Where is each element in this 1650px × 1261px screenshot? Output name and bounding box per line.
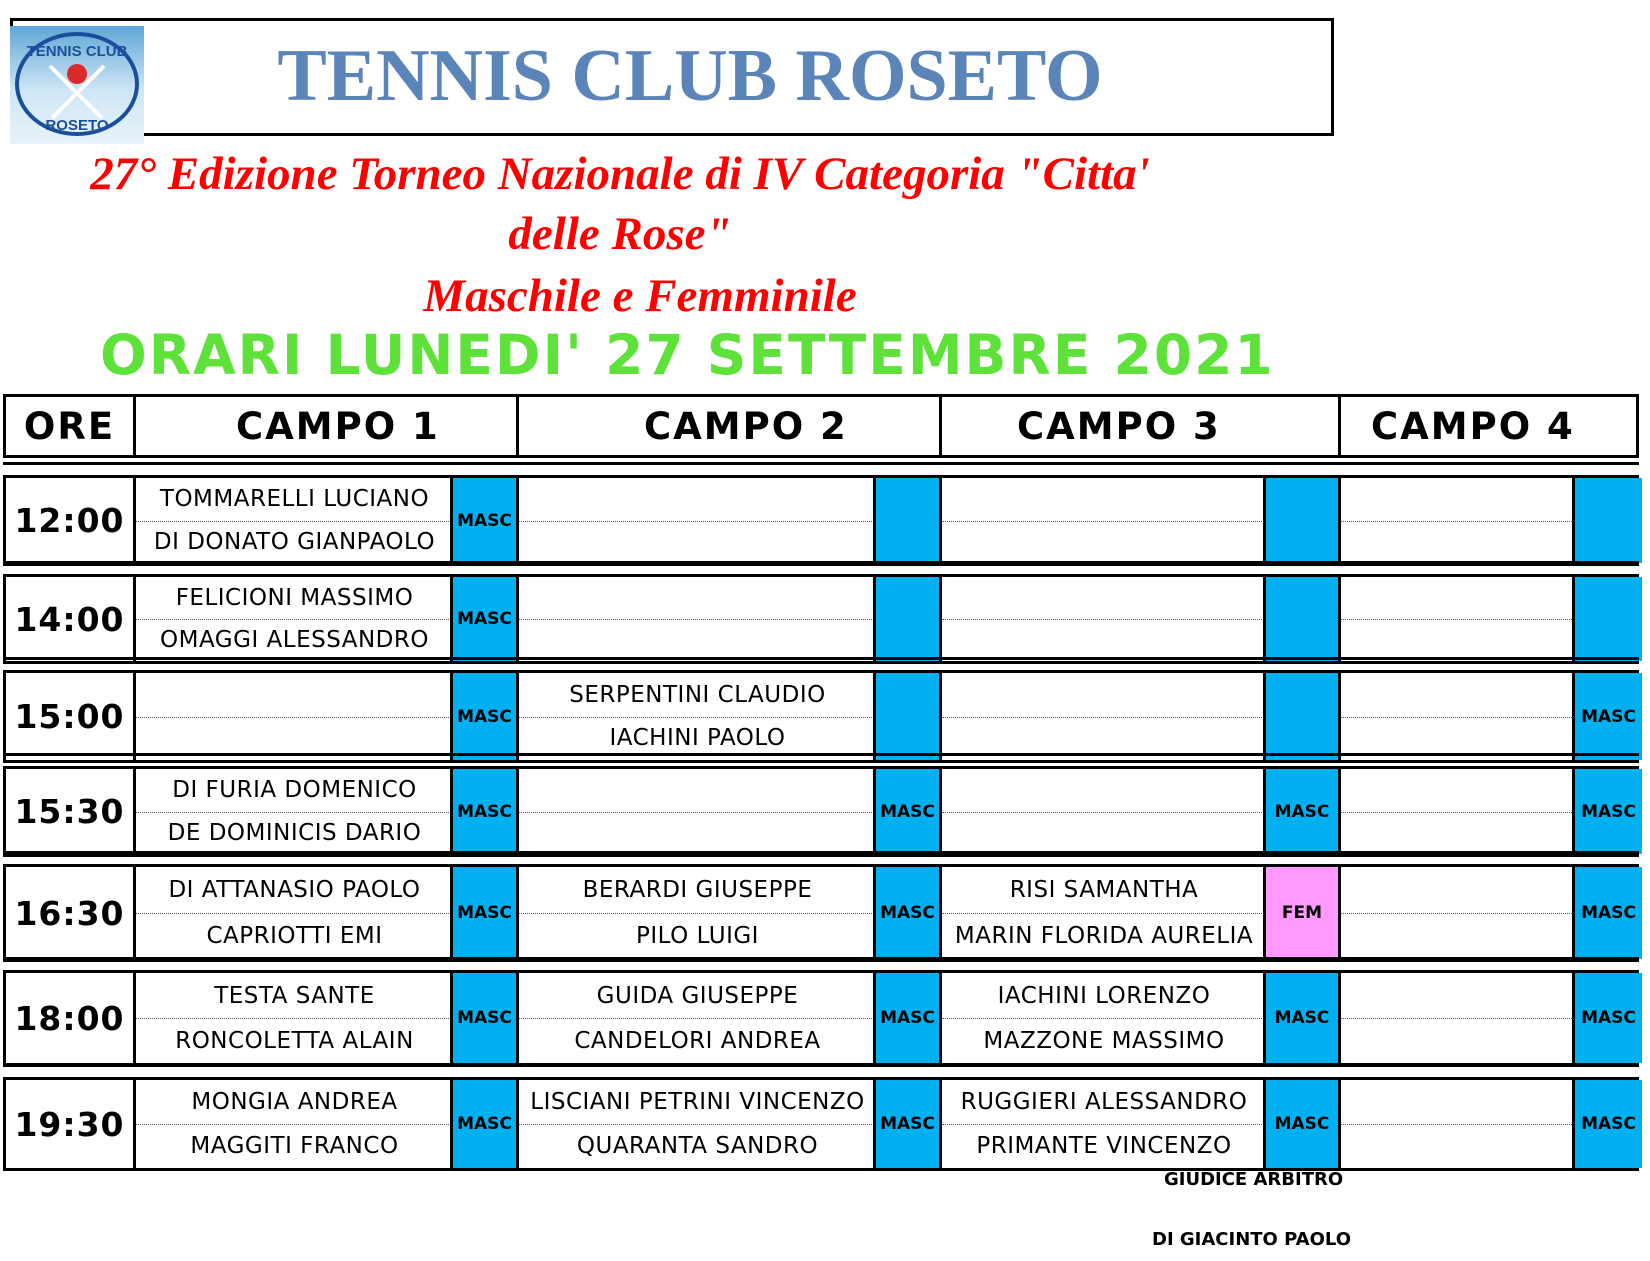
row-separator (3, 851, 1639, 854)
category-badge (1263, 478, 1338, 563)
court-4-match (1338, 769, 1582, 854)
category-badge: MASC (450, 973, 516, 1063)
category-badge: MASC (873, 867, 939, 959)
time-cell: 16:30 (14, 893, 125, 933)
player-1 (1341, 1080, 1582, 1125)
player-1 (1341, 973, 1582, 1019)
player-2: DI DONATO GIANPAOLO (153, 528, 436, 555)
schedule-row (3, 970, 1639, 1066)
court-2-match (516, 577, 876, 661)
court-2-match (516, 478, 876, 563)
court-3-match (939, 867, 1266, 959)
player-2: PRIMANTE VINCENZO (976, 1133, 1232, 1159)
club-logo (10, 26, 144, 144)
player-1: TOMMARELLI LUCIANO (136, 478, 453, 522)
court-1-match (133, 867, 453, 959)
player-1: MONGIA ANDREA (136, 1080, 453, 1125)
player-1 (942, 673, 1266, 718)
player-2: MAGGITI FRANCO (190, 1133, 399, 1159)
player-1: LISCIANI PETRINI VINCENZO (519, 1080, 876, 1125)
category-badge: MASC (1572, 867, 1642, 959)
column-header-row (3, 394, 1639, 458)
player-1: RISI SAMANTHA (942, 867, 1266, 914)
category-badge (1572, 478, 1642, 563)
player-1: RUGGIERI ALESSANDRO (942, 1080, 1266, 1125)
row-separator (3, 462, 1639, 465)
court-3-match (939, 973, 1266, 1063)
category-badge: MASC (873, 769, 939, 854)
schedule-row (3, 475, 1639, 566)
category-badge: MASC (1263, 1080, 1338, 1168)
schedule-date: ORARI LUNEDI' 27 SETTEMBRE 2021 (100, 323, 1275, 387)
row-separator (3, 657, 1639, 660)
player-2 (942, 619, 1266, 661)
category-badge (1263, 577, 1338, 661)
header-campo-1: CAMPO 1 (133, 397, 516, 455)
header-campo-3: CAMPO 3 (939, 397, 1338, 455)
player-1: DI ATTANASIO PAOLO (136, 867, 453, 914)
player-2: DE DOMINICIS DARIO (167, 819, 422, 846)
edition-line-1: 27° Edizione Torneo Nazionale di IV Categoria "Citta' (90, 148, 1150, 200)
category-badge (873, 478, 939, 563)
header-campo-4: CAMPO 4 (1338, 397, 1636, 455)
club-title: TENNIS CLUB ROSETO (277, 35, 1103, 117)
court-4-match (1338, 577, 1582, 661)
player-2 (519, 812, 876, 855)
schedule-row (3, 670, 1639, 763)
player-1 (519, 577, 876, 620)
court-2-match (516, 1080, 876, 1168)
player-1 (1341, 867, 1582, 914)
court-4-match (1338, 1080, 1582, 1168)
player-2: CANDELORI ANDREA (574, 1027, 821, 1054)
court-3-match (939, 673, 1266, 760)
category-badge: FEM (1263, 867, 1338, 959)
player-1 (942, 478, 1266, 522)
court-4-match (1338, 673, 1582, 760)
court-1-match (133, 1080, 453, 1168)
player-1 (519, 769, 876, 813)
category-badge: MASC (1263, 769, 1338, 854)
row-separator (3, 1064, 1639, 1067)
player-2: RONCOLETTA ALAIN (175, 1027, 414, 1054)
player-2: PILO LUIGI (636, 923, 759, 949)
player-1 (1341, 673, 1582, 718)
category-badge: MASC (1263, 973, 1338, 1063)
court-1-match (133, 973, 453, 1063)
schedule-row (3, 574, 1639, 664)
player-2 (519, 619, 876, 661)
player-1 (942, 769, 1266, 813)
schedule-row (3, 864, 1639, 962)
player-1 (519, 478, 876, 522)
court-4-match (1338, 973, 1582, 1063)
time-cell: 14:00 (14, 599, 125, 639)
player-2 (1341, 1124, 1582, 1168)
court-2-match (516, 867, 876, 959)
referee-name: DI GIACINTO PAOLO (1152, 1229, 1352, 1250)
header-ore: ORE (23, 404, 116, 448)
row-separator (3, 753, 1639, 756)
header-campo-2: CAMPO 2 (516, 397, 939, 455)
category-badge (873, 673, 939, 760)
category-badge: MASC (450, 867, 516, 959)
player-2: IACHINI PAOLO (609, 725, 786, 752)
edition-line-2: delle Rose" (508, 208, 732, 260)
court-2-match (516, 769, 876, 854)
player-1: IACHINI LORENZO (942, 973, 1266, 1019)
court-3-match (939, 577, 1266, 661)
category-badge: MASC (450, 673, 516, 760)
category-badge: MASC (1572, 973, 1642, 1063)
court-3-match (939, 769, 1266, 854)
category-badge: MASC (450, 769, 516, 854)
player-1: DI FURIA DOMENICO (136, 769, 453, 813)
schedule-row (3, 1077, 1639, 1171)
time-cell: 15:30 (14, 792, 125, 831)
player-2 (1341, 812, 1582, 855)
court-4-match (1338, 867, 1582, 959)
category-badge: MASC (1572, 1080, 1642, 1168)
player-2: QUARANTA SANDRO (576, 1133, 819, 1159)
category-badge: MASC (1572, 769, 1642, 854)
player-2 (519, 521, 876, 564)
logo-bottom-text: ROSETO (45, 117, 109, 134)
category-badge: MASC (450, 1080, 516, 1168)
category-badge: MASC (1572, 673, 1642, 760)
schedule-row (3, 766, 1639, 857)
player-2 (942, 521, 1266, 564)
time-cell: 18:00 (14, 998, 125, 1038)
player-1 (136, 673, 453, 718)
player-2: MAZZONE MASSIMO (983, 1027, 1225, 1054)
player-2: CAPRIOTTI EMI (206, 923, 383, 949)
player-2 (1341, 619, 1582, 661)
player-2 (1341, 913, 1582, 959)
category-badge: MASC (450, 577, 516, 661)
player-2 (1341, 521, 1582, 564)
player-1: GUIDA GIUSEPPE (519, 973, 876, 1019)
time-cell: 12:00 (14, 501, 125, 540)
logo-top-text: TENNIS CLUB (26, 43, 128, 60)
category-badge (873, 577, 939, 661)
category-badge (1572, 577, 1642, 661)
player-1: TESTA SANTE (136, 973, 453, 1019)
time-cell: 19:30 (14, 1104, 125, 1144)
court-1-match (133, 769, 453, 854)
category-badge (1263, 673, 1338, 760)
player-2 (1341, 1018, 1582, 1063)
row-separator (3, 957, 1639, 960)
category-badge: MASC (450, 478, 516, 563)
court-4-match (1338, 478, 1582, 563)
player-2 (942, 812, 1266, 855)
court-2-match (516, 673, 876, 760)
time-cell: 15:00 (14, 697, 125, 736)
player-1: BERARDI GIUSEPPE (519, 867, 876, 914)
player-1: SERPENTINI CLAUDIO (519, 673, 876, 718)
player-2: MARIN FLORIDA AURELIA (954, 923, 1254, 949)
player-1 (942, 577, 1266, 620)
category-badge: MASC (873, 973, 939, 1063)
row-separator (3, 561, 1639, 564)
player-1 (1341, 577, 1582, 620)
referee-label: GIUDICE ARBITRO (1164, 1169, 1344, 1190)
player-1: FELICIONI MASSIMO (136, 577, 453, 620)
player-1 (1341, 769, 1582, 813)
court-3-match (939, 1080, 1266, 1168)
player-2: OMAGGI ALESSANDRO (160, 627, 429, 653)
court-2-match (516, 973, 876, 1063)
court-1-match (133, 478, 453, 563)
court-1-match (133, 577, 453, 661)
edition-line-3: Maschile e Femminile (423, 270, 857, 322)
court-1-match (133, 673, 453, 760)
player-1 (1341, 478, 1582, 522)
category-badge: MASC (873, 1080, 939, 1168)
court-3-match (939, 478, 1266, 563)
